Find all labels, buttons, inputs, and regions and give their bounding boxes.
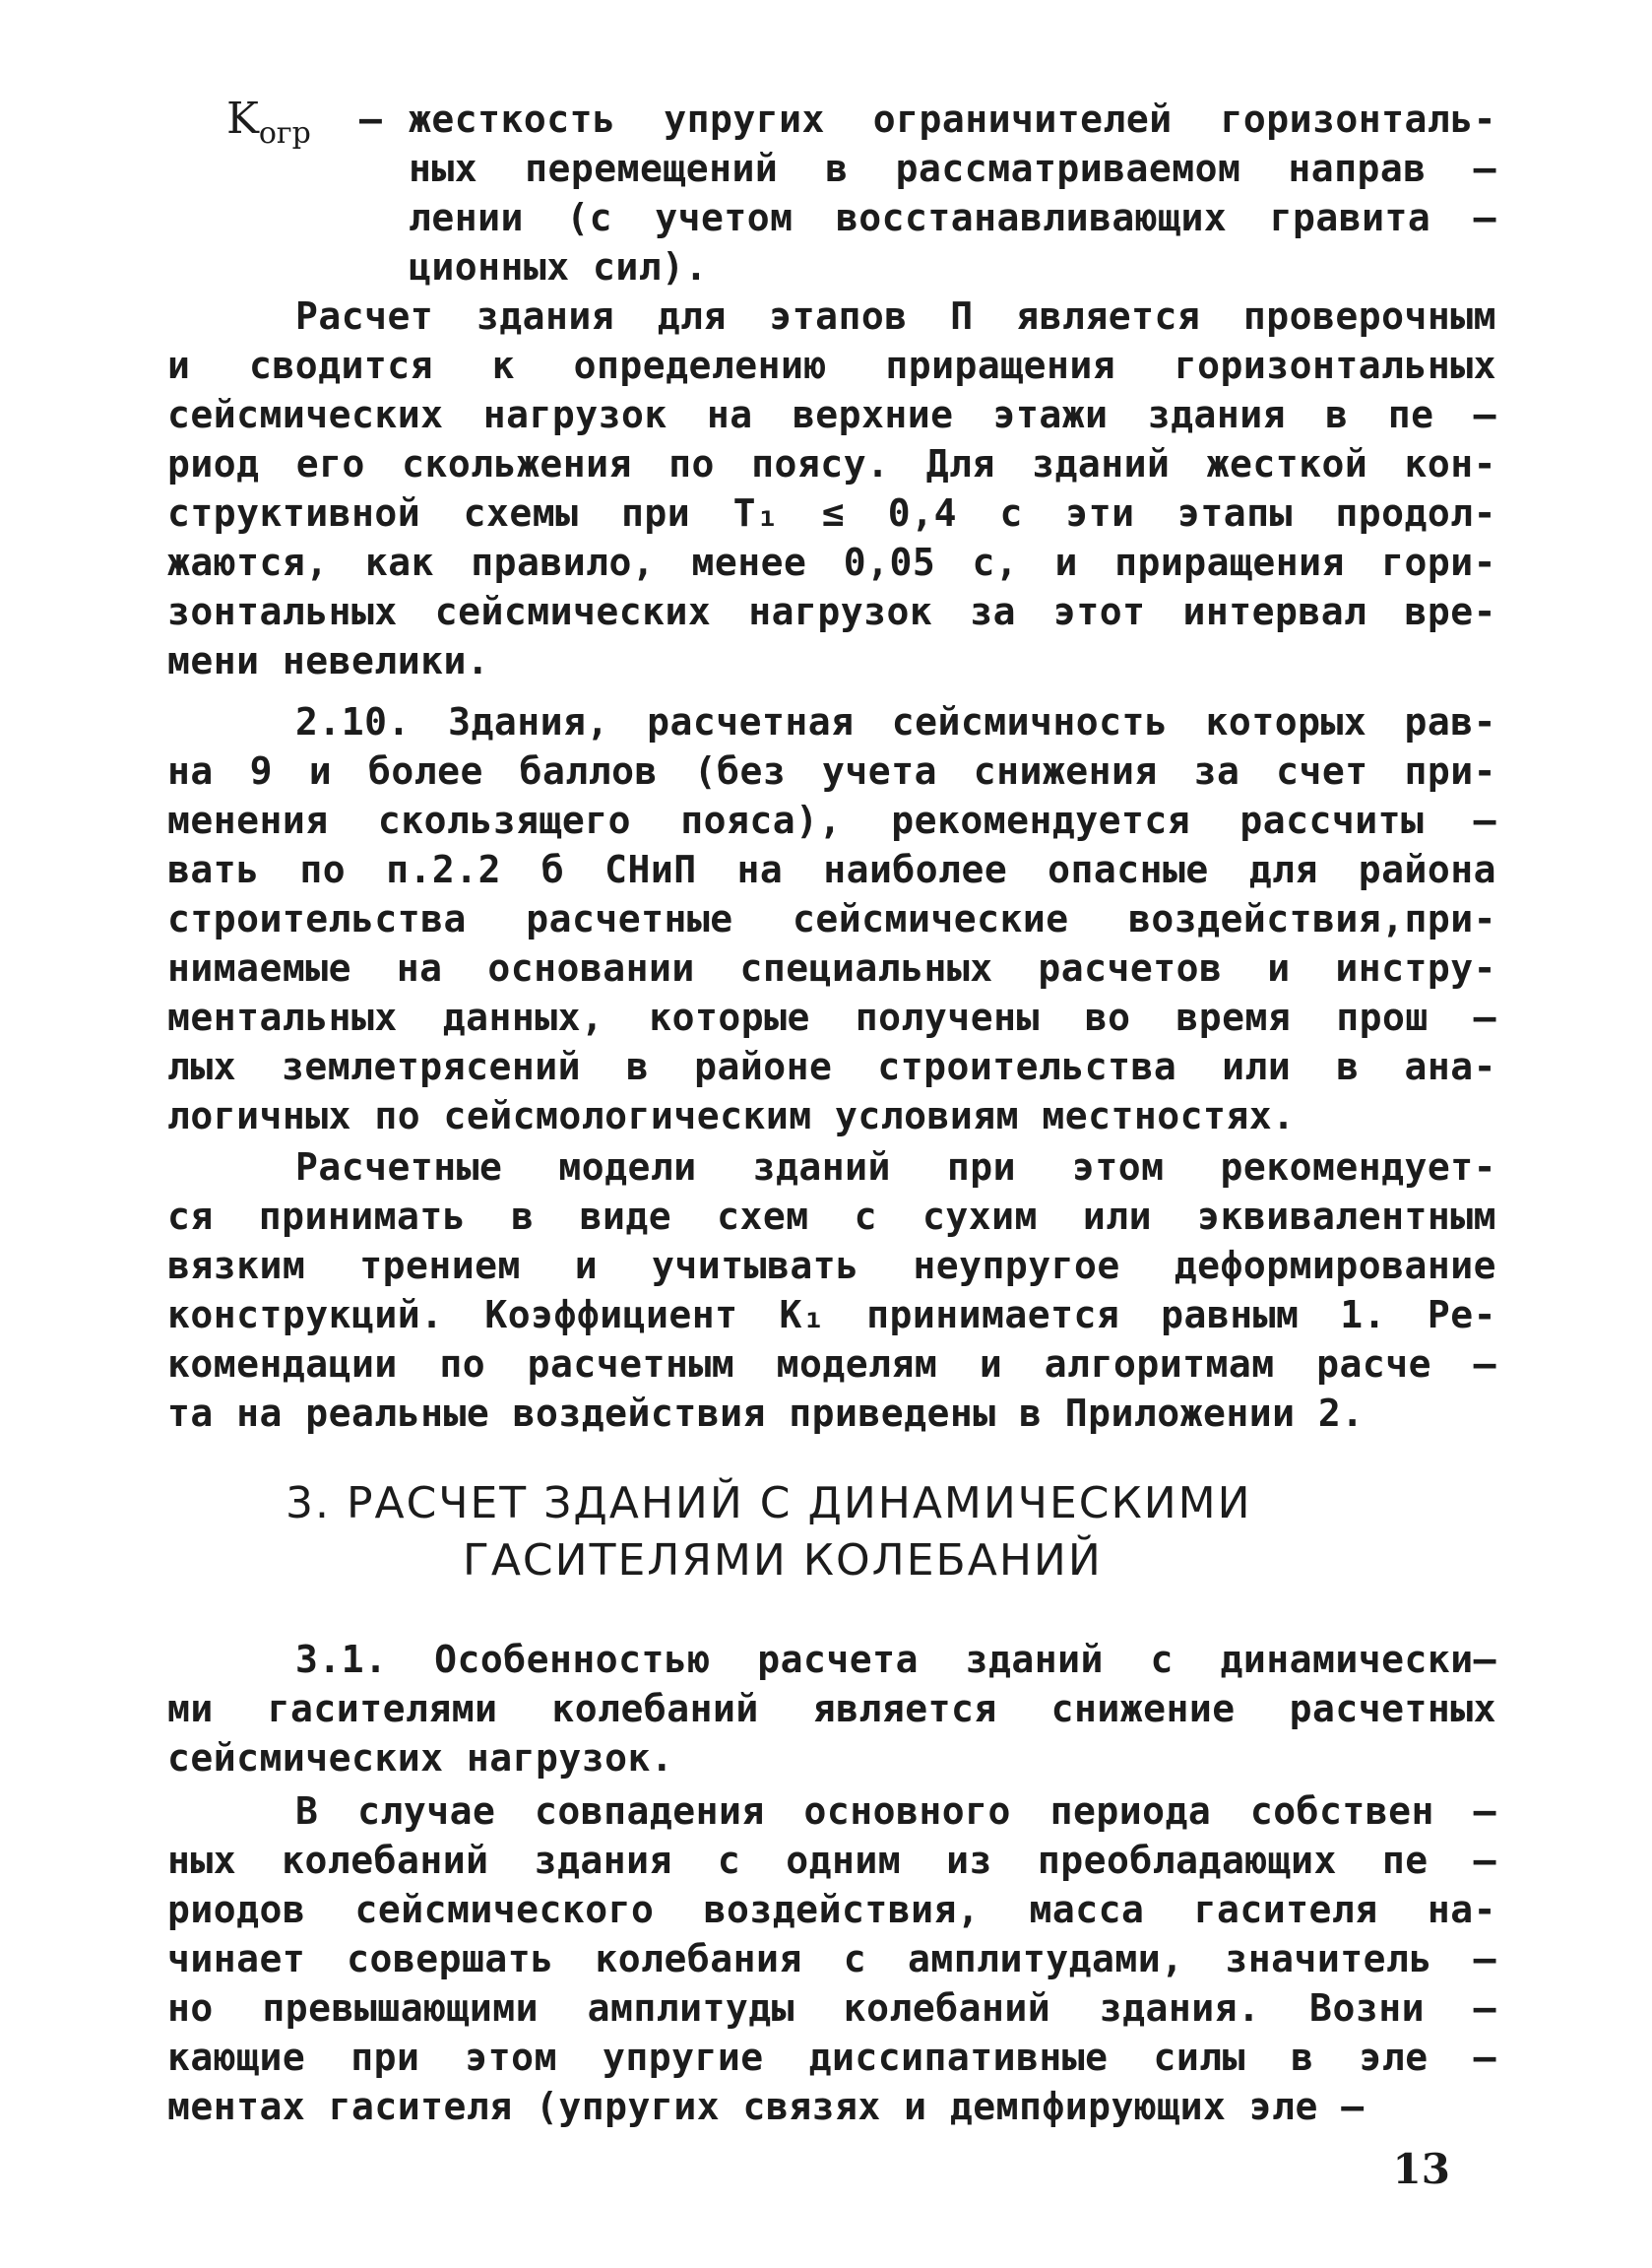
paragraph-line: структивной схемы при T₁ ≤ 0,4 с эти этапы продол- — [167, 491, 1496, 535]
paragraph-line: ментах гасителя (упругих связях и демпфирующих эле – — [167, 2085, 1365, 2128]
paragraph-line: зонтальных сейсмических нагрузок за этот интервал вре- — [167, 590, 1496, 633]
paragraph-line: мени невелики. — [167, 639, 490, 682]
definition-line: ных перемещений в рассматриваемом направ – — [409, 147, 1496, 190]
paragraph-line: на 9 и более баллов (без учета снижения за счет при- — [167, 749, 1496, 793]
paragraph-line: чинает совершать колебания с амплитудами, значитель – — [167, 1937, 1496, 1980]
definition-symbol — [226, 95, 311, 159]
paragraph-line: комендации по расчетным моделям и алгоритмам расче – — [167, 1342, 1496, 1386]
paragraph-line: ми гасителями колебаний является снижение расчетных — [167, 1687, 1496, 1730]
section-heading-line-2: ГАСИТЕЛЯМИ КОЛЕБАНИЙ — [463, 1535, 1103, 1586]
paragraph-models — [167, 1142, 1496, 1438]
paragraph-line: менения скользящего пояса), рекомендуется рассчиты – — [167, 799, 1496, 842]
paragraph-3-1 — [167, 1635, 1496, 1782]
paragraph-line: лых землетрясений в районе строительства или в ана- — [167, 1045, 1496, 1088]
definition-dash: – — [359, 97, 382, 141]
paragraph-line: Расчетные модели зданий при этом рекомендует- — [295, 1145, 1496, 1189]
section-heading-line-1: 3. РАСЧЕТ ЗДАНИЙ С ДИНАМИЧЕСКИМИ — [286, 1478, 1252, 1528]
paragraph-line: вать по п.2.2 б СНиП на наиболее опасные для района — [167, 848, 1496, 891]
paragraph-line: Расчет здания для этапов П является проверочным — [295, 294, 1496, 338]
paragraph-line: конструкций. Коэффициент K₁ принимается равным 1. Ре- — [167, 1293, 1496, 1336]
paragraph-line: ных колебаний здания с одним из преобладающих пе – — [167, 1839, 1496, 1882]
paragraph-line: жаются, как правило, менее 0,05 с, и приращения гори- — [167, 541, 1496, 584]
page-number: 13 — [1392, 2145, 1450, 2193]
section-heading — [167, 1475, 1496, 1589]
paragraph-line: строительства расчетные сейсмические воздействия,при- — [167, 897, 1496, 940]
definition-line: жесткость упругих ограничителей горизонталь- — [409, 97, 1496, 141]
paragraph-line: 3.1. Особенностью расчета зданий с динамически– — [295, 1638, 1496, 1681]
paragraph-line: и сводится к определению приращения горизонтальных — [167, 344, 1496, 387]
paragraph-line: В случае совпадения основного периода собствен – — [295, 1789, 1496, 1833]
paragraph-line: логичных по сейсмологическим условиям местностях. — [167, 1094, 1296, 1137]
paragraph-line: но превышающими амплитуды колебаний здания. Возни – — [167, 1986, 1496, 2030]
definition-line: ционных сил). — [409, 245, 708, 289]
paragraph-line: кающие при этом упругие диссипативные силы в эле – — [167, 2036, 1496, 2079]
paragraph-line: нимаемые на основании специальных расчетов и инстру- — [167, 946, 1496, 990]
paragraph-line: 2.10. Здания, расчетная сейсмичность которых рав- — [295, 700, 1496, 744]
symbol-subscript: огр — [258, 116, 311, 151]
definition-line: лении (с учетом восстанавливающих гравита – — [409, 196, 1496, 239]
paragraph-line: та на реальные воздействия приведены в Приложении 2. — [167, 1392, 1365, 1435]
paragraph-line: сейсмических нагрузок на верхние этажи здания в пе – — [167, 393, 1496, 436]
symbol-main: K — [226, 94, 259, 144]
definition-text — [409, 95, 1496, 292]
paragraph-line: риод его скольжения по поясу. Для зданий жесткой кон- — [167, 442, 1496, 486]
paragraph-resonance — [167, 1786, 1496, 2131]
paragraph-line: вязким трением и учитывать неупругое деформирование — [167, 1244, 1496, 1287]
paragraph-line: сейсмических нагрузок. — [167, 1736, 674, 1780]
paragraph-2-10 — [167, 697, 1496, 1140]
paragraph-line: риодов сейсмического воздействия, масса гасителя на- — [167, 1888, 1496, 1931]
paragraph-line: ся принимать в виде схем с сухим или эквивалентным — [167, 1195, 1496, 1238]
paragraph-line: ментальных данных, которые получены во время прош – — [167, 996, 1496, 1039]
paragraph-stage-ii — [167, 292, 1496, 685]
